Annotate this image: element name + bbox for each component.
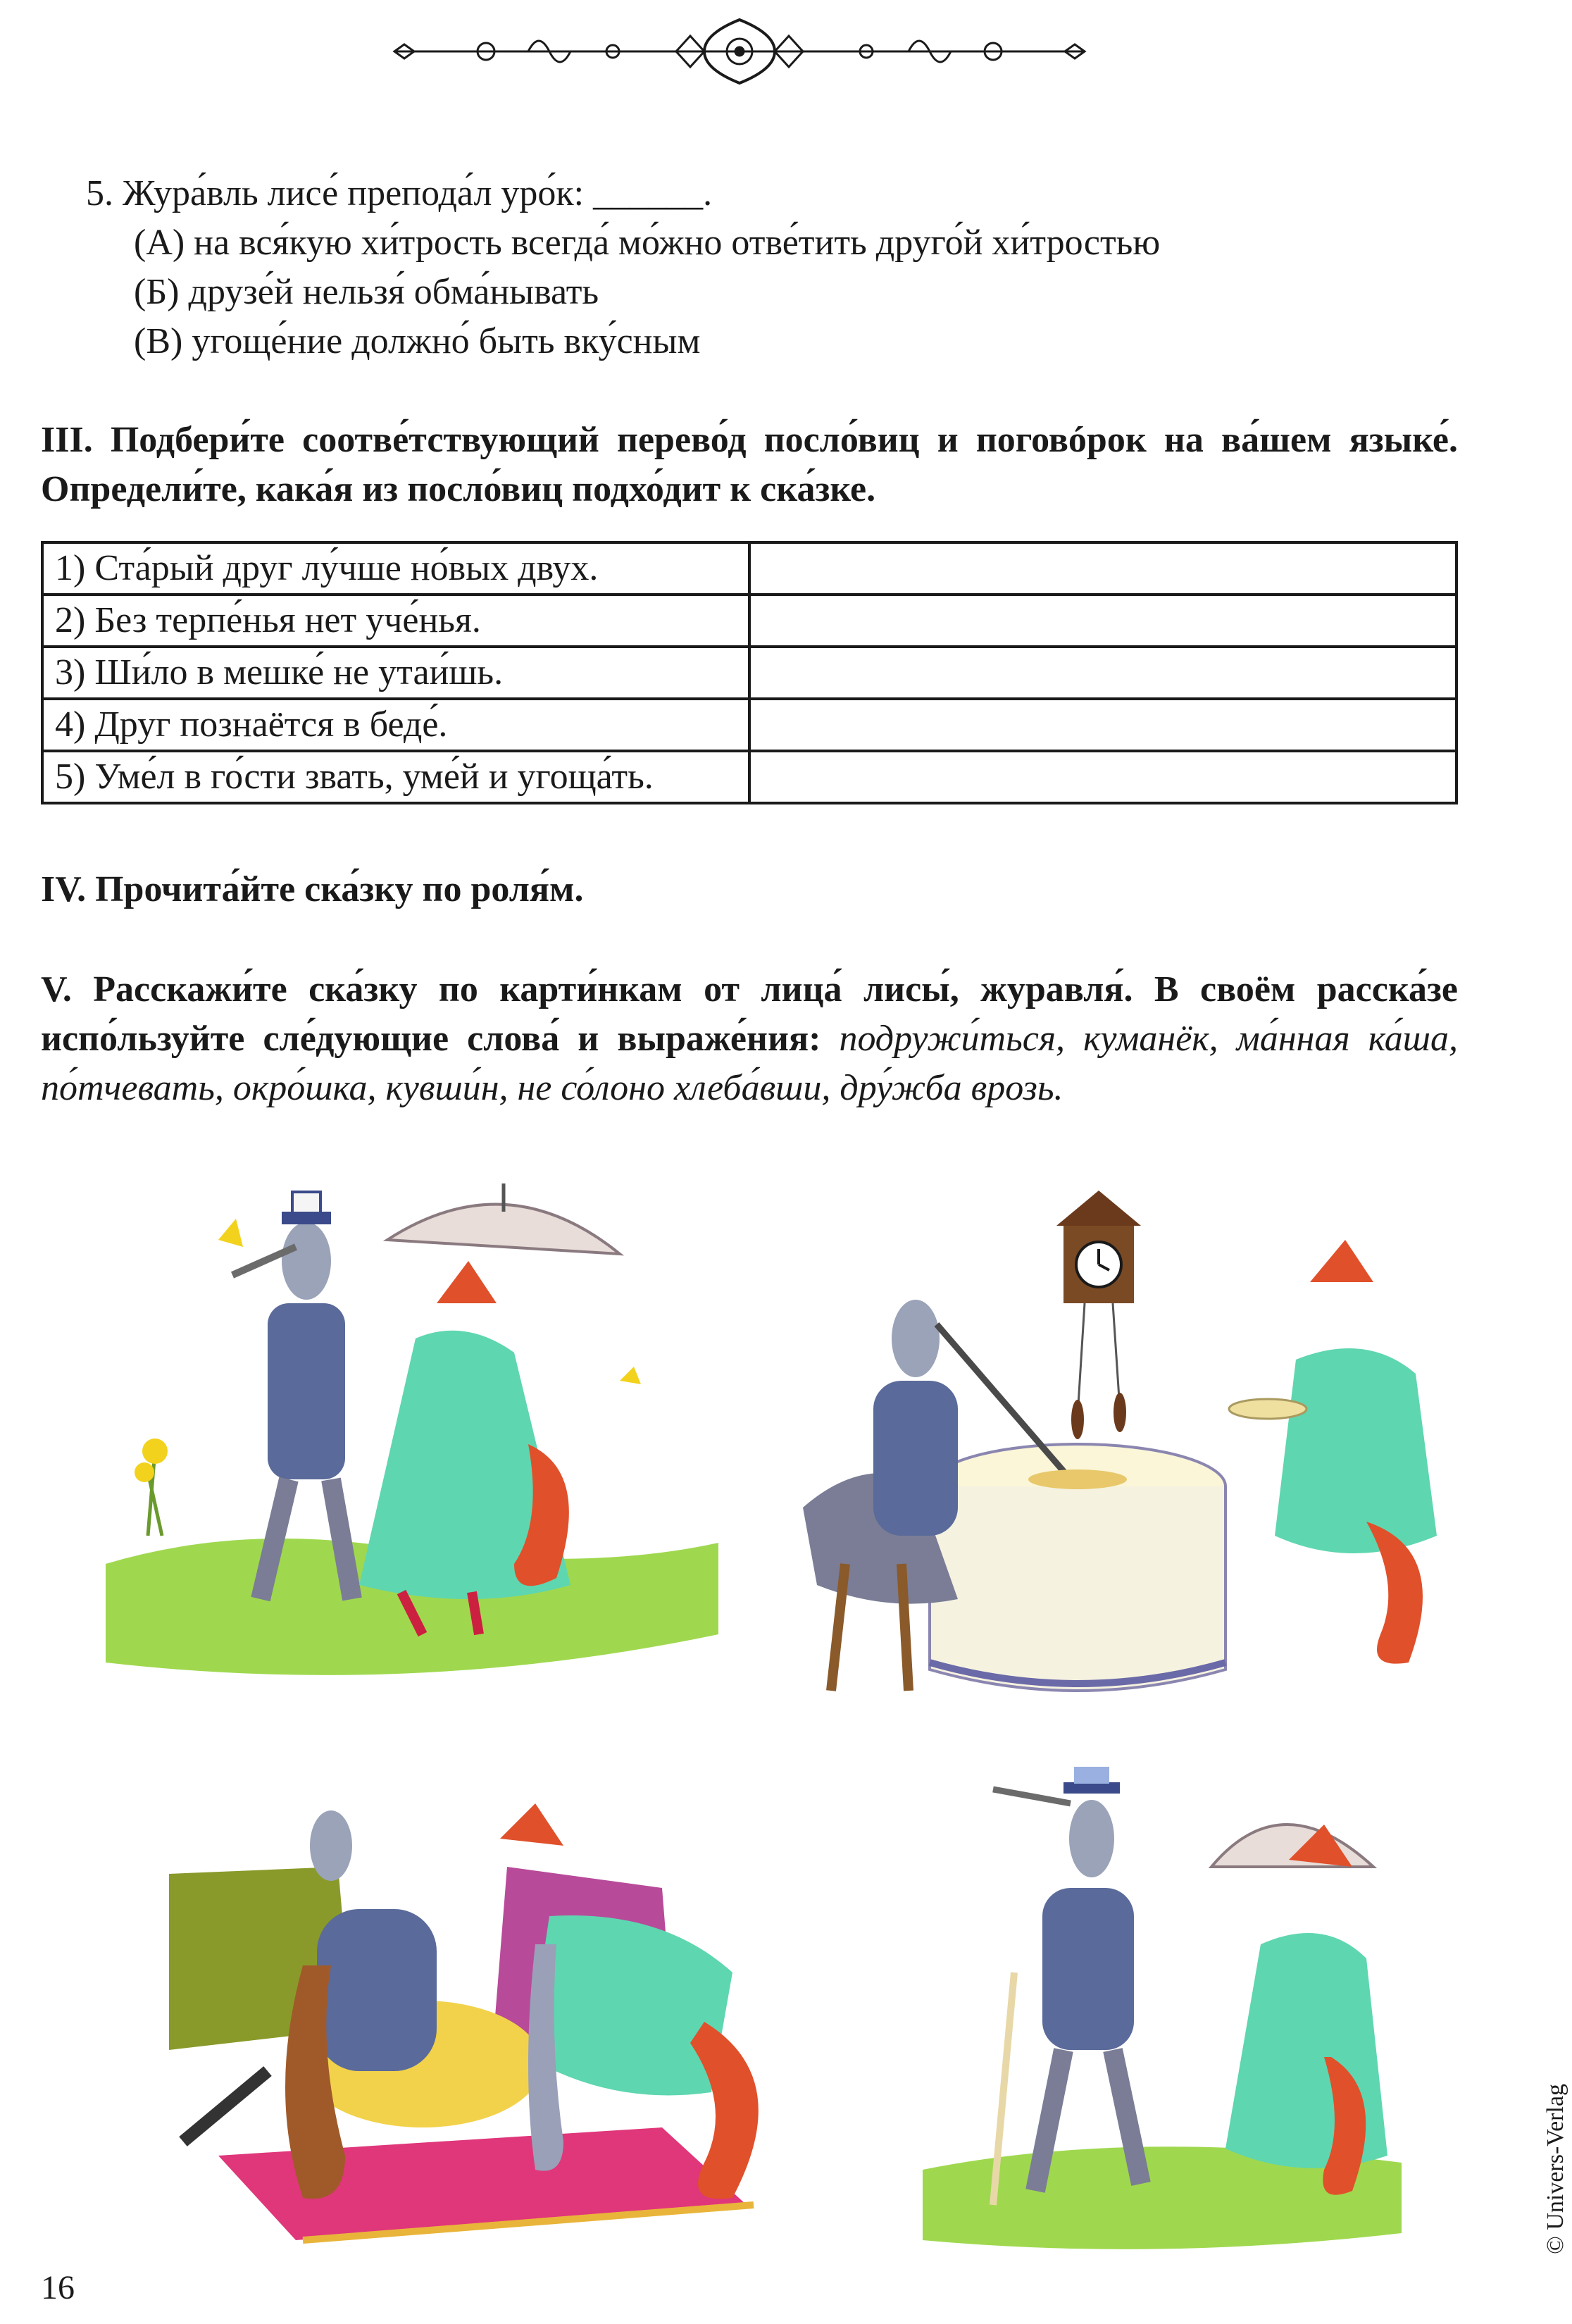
illustration-farewell [880, 1761, 1444, 2254]
table-row [42, 595, 1456, 647]
task-3-heading: III. Подбери́те соотве́тствующий перево́д посло́виц и поговóрок на ва́шем языке́. Определи́те, кака́я из посло́виц подхо́дит к ска́зке. [41, 420, 1458, 509]
illustration-walk [106, 1141, 718, 1691]
table-row [42, 647, 1456, 699]
task-4-heading: IV. Прочита́йте ска́зку по роля́м. [41, 869, 584, 909]
table-row [42, 751, 1456, 803]
question-5-stem: 5. Жура́вль лисе́ препода́л уро́к: ______. [86, 173, 713, 213]
illustration-carpet [141, 1789, 831, 2254]
question-5-option-b: (Б) друзе́й нельзя́ обма́нывать [134, 272, 599, 312]
translation-cell[interactable] [749, 647, 1456, 699]
table-row [42, 542, 1456, 595]
copyright-notice: © Univers-Verlag [1542, 2083, 1568, 2254]
task-5-vocabulary: подружи́ться, куманёк, ма́нная ка́ша, по́тчевать, окро́шка, кувши́н, не со́лоно хлеба́вши, дру́жба врозь. [41, 1019, 1458, 1108]
proverb-cell: 2) Без терпе́нья нет уче́нья. [42, 595, 749, 647]
proverb-cell: 5) Уме́л в го́сти звать, уме́й и угоща́ть. [42, 751, 749, 803]
translation-cell[interactable] [749, 595, 1456, 647]
translation-cell[interactable] [749, 751, 1456, 803]
table-row [42, 699, 1456, 751]
proverbs-table [41, 541, 1458, 804]
illustration-table [775, 1141, 1479, 1733]
proverb-cell: 1) Ста́рый друг лу́чше но́вых двух. [42, 542, 749, 595]
header-ornament [380, 13, 1099, 90]
question-5 [86, 169, 1160, 366]
page-number: 16 [41, 2269, 75, 2306]
proverb-cell: 4) Друг познаётся в беде́. [42, 699, 749, 751]
task-5-heading: V. Расскажи́те ска́зку по карти́нкам от лица́ лисы́, журавля́. В своём расска́зе испо́льзуйте сле́дующие слова́ и выраже́ния: [41, 969, 1458, 1059]
task-5-text [41, 965, 1458, 1113]
translation-cell[interactable] [749, 542, 1456, 595]
proverb-cell: 3) Ши́ло в мешке́ не утаи́шь. [42, 647, 749, 699]
question-5-option-a: (А) на вся́кую хи́трость всегда́ мо́жно отве́тить друго́й хи́тростью [134, 223, 1161, 263]
translation-cell[interactable] [749, 699, 1456, 751]
question-5-option-c: (В) угоще́ние должно́ быть вку́сным [134, 321, 701, 361]
